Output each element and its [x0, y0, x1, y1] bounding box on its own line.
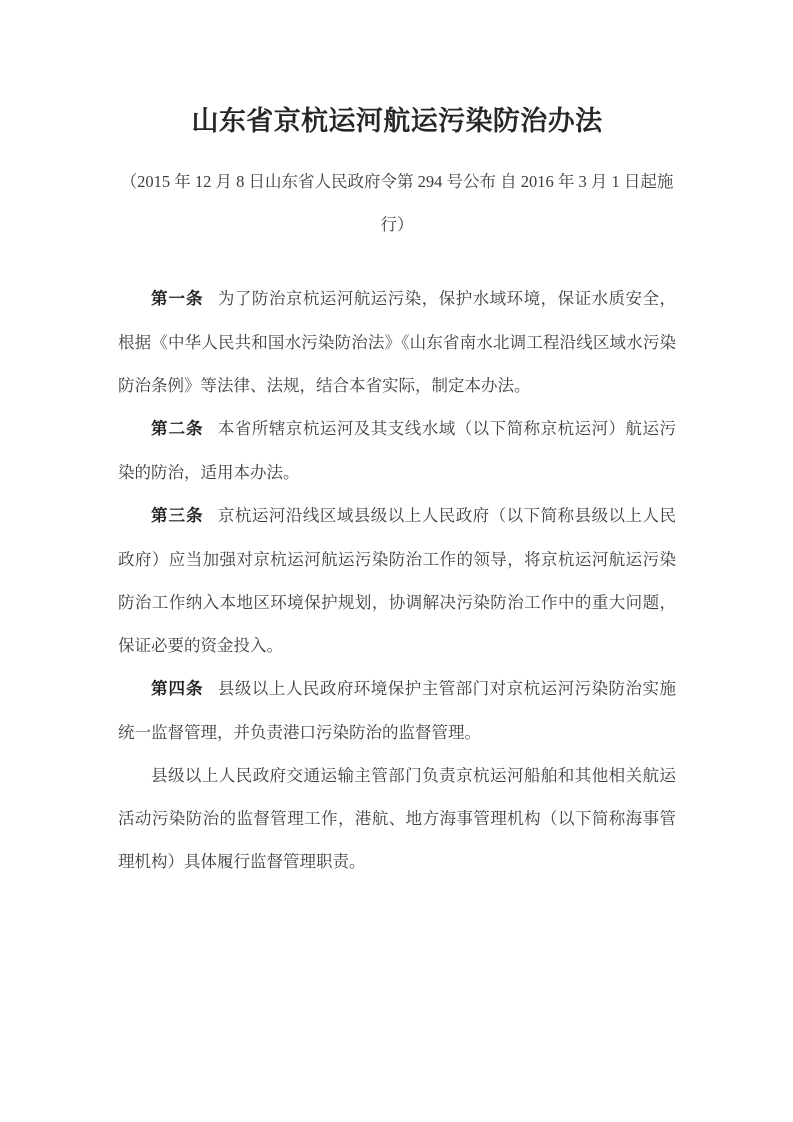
article-label-4: 第四条: [151, 680, 204, 698]
article-label-2: 第二条: [151, 420, 204, 438]
article-text-1: 为了防治京杭运河航运污染，保护水域环境，保证水质安全，根据《中华人民共和国水污染防治法》《山东省南水北调工程沿线区域水污染防治条例》等法律、法规，结合本省实际，制定本办法。: [118, 289, 677, 395]
page-title: 山东省京杭运河航运污染防治办法: [191, 106, 603, 136]
article-text-4-paragraph-2: 县级以上人民政府交通运输主管部门负责京杭运河船舶和其他相关航运活动污染防治的监督管理工作，港航、地方海事管理机构（以下简称海事管理机构）具体履行监督管理职责。: [118, 766, 676, 871]
article-paragraph: [118, 407, 676, 494]
article-text-2: 本省所辖京杭运河及其支线水域（以下简称京杭运河）航运污染的防治，适用本办法。: [118, 419, 677, 482]
article-text-4: 县级以上人民政府环境保护主管部门对京杭运河污染防治实施统一监督管理，并负责港口污染防治的监督管理。: [118, 679, 677, 742]
document-content-column: [118, 0, 676, 883]
article-paragraph: [118, 277, 676, 407]
promulgation-note: （2015 年 12 月 8 日山东省人民政府令第 294 号公布 自 2016 年 3 月 1 日起施行）: [120, 172, 674, 234]
article-paragraph: [118, 667, 676, 754]
articles-body: [118, 246, 676, 883]
article-paragraph: [118, 494, 676, 667]
article-label-1: 第一条: [151, 290, 204, 308]
article-text-3: 京杭运河沿线区域县级以上人民政府（以下简称县级以上人民政府）应当加强对京杭运河航运污染防治工作的领导，将京杭运河航运污染防治工作纳入本地区环境保护规划，协调解决污染防治工作中的重大问题，保证必要的资金投入。: [118, 506, 677, 655]
article-paragraph-continuation: [118, 754, 676, 883]
article-label-3: 第三条: [151, 507, 204, 525]
